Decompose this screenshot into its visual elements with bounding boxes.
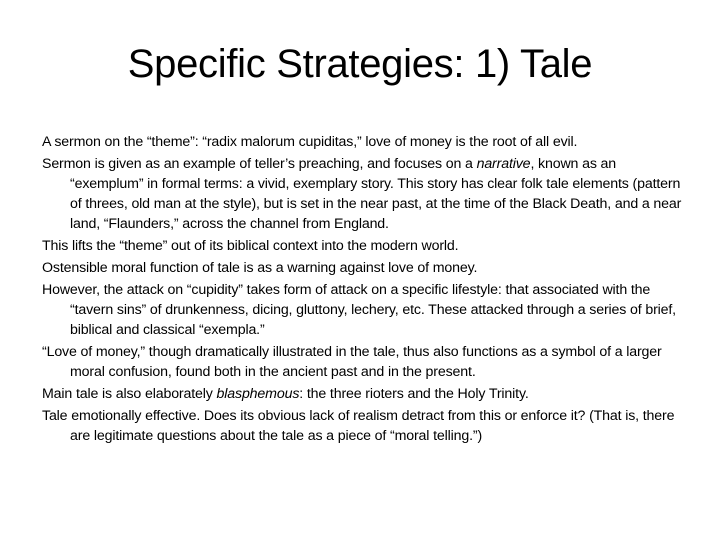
bullet-text: However, the attack on “cupidity” takes form of attack on a specific lifestyle: that associated with the “tavern sins” of drunkenness, dicing, gluttony, lechery, etc. These attacked through a series of brief, biblical and classical “exempla.” <box>42 282 676 338</box>
bullet-text: Main tale is also elaborately <box>42 386 217 402</box>
slide-title: Specific Strategies: 1) Tale <box>127 42 593 86</box>
bullet-item <box>42 154 682 234</box>
bullet-item <box>42 236 682 256</box>
bullet-text: Ostensible moral function of tale is as a warning against love of money. <box>42 260 478 276</box>
bullet-item <box>42 406 682 446</box>
bullet-item <box>42 342 682 382</box>
bullet-text: A sermon on the “theme”: “radix malorum cupiditas,” love of money is the root of all evil. <box>42 134 578 150</box>
bullet-text: “Love of money,” though dramatically illustrated in the tale, thus also functions as a symbol of a larger moral confusion, found both in the ancient past and in the present. <box>42 344 662 380</box>
bullet-list <box>42 132 682 448</box>
bullet-item <box>42 258 682 278</box>
bullet-text-continued: , known as an “exemplum” in formal terms: a vivid, exemplary story. This story has clear folk tale elements (pattern of threes, old man at the style), but is set in the near past, at the time of the Black Death, and a near land, “Flaunders,” across the channel from England. <box>70 156 682 232</box>
bullet-text-continued: : the three rioters and the Holy Trinity. <box>299 386 529 402</box>
bullet-text: This lifts the “theme” out of its biblical context into the modern world. <box>42 238 459 254</box>
bullet-item <box>42 384 682 404</box>
bullet-item <box>42 132 682 152</box>
bullet-emphasis: narrative <box>476 156 531 172</box>
bullet-text: Tale emotionally effective. Does its obvious lack of realism detract from this or enforce it? (That is, there are legitimate questions about the tale as a piece of “moral telling.”) <box>42 408 675 444</box>
bullet-emphasis: blasphemous <box>216 386 300 402</box>
bullet-item <box>42 280 682 340</box>
bullet-text: Sermon is given as an example of teller’s preaching, and focuses on a <box>42 156 477 172</box>
